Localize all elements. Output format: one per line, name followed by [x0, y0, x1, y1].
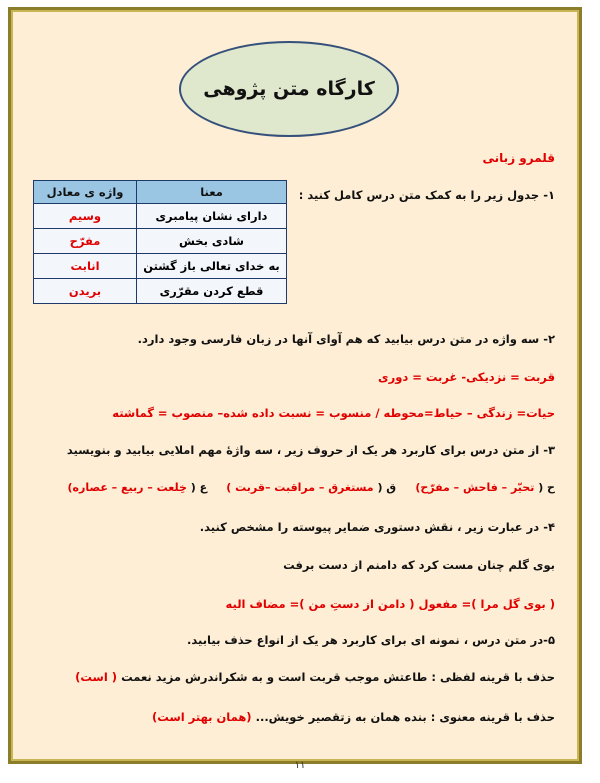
q5-lafzi [75, 670, 555, 684]
q5-manavi [152, 710, 555, 724]
cell-word: بریدن [34, 279, 137, 304]
table-header-row [34, 181, 287, 204]
cell-meaning: دارای نشان پیامبری [137, 204, 287, 229]
question-5: ۵-در متن درس ، نمونه ای برای کاربرد هر یک از انواع حذف بیابید. [187, 633, 555, 647]
cell-meaning: به خدای تعالی باز گشتن [137, 254, 287, 279]
header-equivalent: واژه ی معادل [34, 181, 137, 204]
label-a: ع ( [190, 481, 208, 494]
q2-answer-2: حیات= زندگی – حیاط=محوطه / منسوب = نسبت داده شده– منصوب = گماشته [112, 406, 555, 420]
answer-q: مستغرق – مراقبت –قربت ) [226, 481, 374, 494]
lafzi-text: حذف با قرینه لفظی : طاعتش موجب قربت است و به شکراندرش مزید نعمت [121, 670, 555, 684]
page-number: ۱۱ [294, 760, 306, 771]
question-1: ۱- جدول زیر را به کمک متن درس کامل کنید : [298, 188, 555, 202]
question-2: ۲- سه واژه در متن درس بیابید که هم آوای آنها در زبان فارسی وجود دارد. [137, 332, 555, 346]
cell-meaning: شادی بخش [137, 229, 287, 254]
cell-word: وسیم [34, 204, 137, 229]
q4-answer: ( بوی گل مرا )= مفعول ( دامن از دستِ من )= مضاف الیه [225, 597, 555, 611]
table-row [34, 204, 287, 229]
question-4: ۴- در عبارت زیر ، نقش دستوری ضمایر پیوسته را مشخص کنید. [199, 520, 555, 534]
cell-meaning: قطع کردن مقرّری [137, 279, 287, 304]
q2-answer-1: قربت = نزدیکی- غربت = دوری [378, 370, 555, 384]
label-h: ح ( [538, 481, 555, 494]
lafzi-answer: ( است) [75, 670, 118, 684]
answer-h: تحیّر – فاحش – مفرّح) [415, 481, 535, 494]
title-oval [179, 41, 399, 137]
cell-word: انابت [34, 254, 137, 279]
label-q: ق ( [377, 481, 397, 494]
cell-word: مفرّح [34, 229, 137, 254]
header-meaning: معنا [137, 181, 287, 204]
section-heading: قلمرو زبانی [482, 151, 555, 165]
table-row [34, 279, 287, 304]
page-title: کارگاه متن پژوهی [203, 78, 375, 100]
question-3: ۳- از متن درس برای کاربرد هر یک از حروف زیر ، سه واژۀ مهم املایی بیابید و بنویسید [66, 443, 555, 457]
answer-a: خِلعت – ربیع – عصاره) [67, 481, 187, 494]
q4-sentence: بوی گلم چنان مست کرد که دامنم از دست برفت [283, 558, 555, 572]
manavi-text: حذف با قرینه معنوی : بنده همان به زتقصیر خویش... [255, 710, 555, 724]
table-row [34, 229, 287, 254]
vocab-table [33, 180, 287, 304]
manavi-answer: (همان بهتر است) [152, 710, 252, 724]
q3-answer-line [68, 481, 555, 494]
table-row [34, 254, 287, 279]
